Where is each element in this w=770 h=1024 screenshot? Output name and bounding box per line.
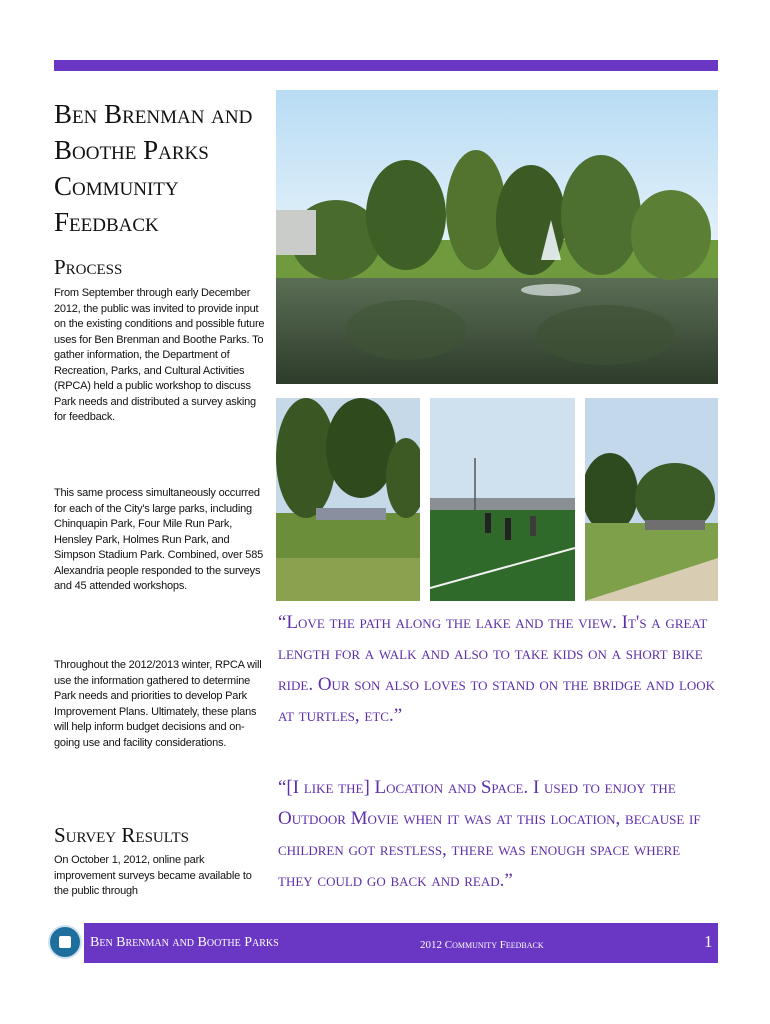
process-paragraph-3: Throughout the 2012/2013 winter, RPCA will use the information gathered to determine Park needs and priorities to develop Park Improvement Plans. Ultimately, these plans will help inform budget decisions and on-going use and facility considerations.	[54, 659, 262, 749]
city-seal-logo	[48, 925, 82, 959]
survey-results-heading: Survey Results	[54, 823, 190, 847]
header-accent-bar	[54, 60, 718, 71]
process-heading: Process	[54, 255, 123, 279]
lake-fountain-photo	[276, 90, 718, 384]
process-paragraph-2: This same process simultaneously occurred for each of the City's large parks, including Chinquapin Park, Four Mile Run Park, Hensley Park, Holmes Run Park, and Simpson Stadium Park. Combined, over 585 Alexandria people responded to the surveys and 45 attended workshops.	[54, 487, 264, 592]
process-paragraph-1: From September through early December 2012, the public was invited to provide input on the existing conditions and possible future uses for Ben Brenman and Boothe Parks. To gather information, the Department of Recreation, Parks, and Cultural Activities (RPCA) held a public workshop to discuss Park needs and distributed a survey asking for feedback.	[54, 287, 265, 423]
footer-park-name: Ben Brenman and Boothe Parks	[90, 935, 279, 950]
soccer-field-photo	[430, 398, 575, 601]
page-title	[54, 96, 284, 240]
title-line-2: Boothe Parks	[54, 135, 209, 165]
quote-2: “[I like the] Location and Space. I used to enjoy the Outdoor Movie when it was at this location, because if children got restless, there was enough space where they could go back and read.”	[278, 777, 701, 891]
title-line-3: Community Feedback	[54, 171, 179, 237]
title-line-1: Ben Brenman and	[54, 99, 253, 129]
seal-emblem	[59, 936, 71, 948]
page-number: 1	[704, 932, 713, 951]
survey-results-paragraph: On October 1, 2012, online park improvement surveys became available to the public through	[54, 854, 252, 897]
quote-1: “Love the path along the lake and the view. It's a great length for a walk and also to take kids on a short bike ride. Our son also loves to stand on the bridge and look at turtles, etc.”	[278, 612, 716, 726]
footer-report-title: 2012 Community Feedback	[420, 939, 544, 951]
path-trees-photo	[585, 398, 718, 601]
park-trees-photo	[276, 398, 420, 601]
